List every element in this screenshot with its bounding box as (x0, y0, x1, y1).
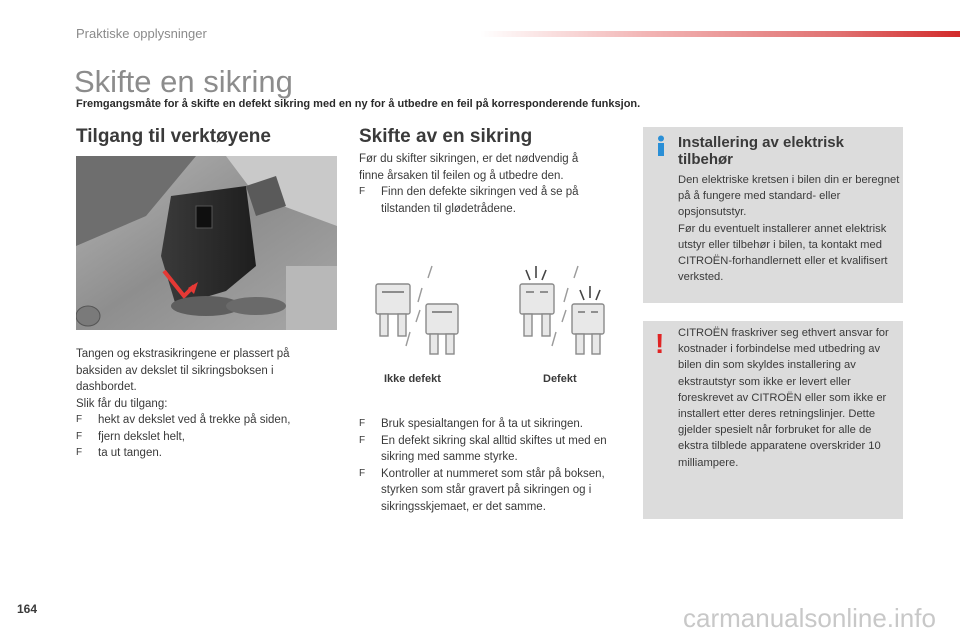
fault-cause-text: Før du skifter sikringen, er det nødvendig å finne årsaken til feilen og å utbedre den. (359, 153, 579, 182)
page-title: Skifte en sikring (74, 64, 293, 99)
page-number: 164 (17, 602, 38, 616)
bullet-icon: F (76, 447, 83, 458)
page-subtitle: Fremgangsmåte for å skifte en defekt sikring med en ny for å utbedre en feil på korresponderende funksjon. (76, 98, 641, 110)
list-item: F hekt av dekslet ved å trekke på siden, (76, 412, 316, 429)
bullet-icon: F (359, 434, 366, 446)
fuse-defective-icon (512, 262, 612, 362)
info-icon (652, 135, 670, 157)
middle-column-intro (359, 151, 604, 217)
warning-box-paragraph: CITROËN fraskriver seg ethvert ansvar for kostnader i forbindelse med utbedring av bilen din som skyldes installering av ekstrautstyr som ikke er levert eller foreskrevet av CITROËN eller som ikke er installert etter deres retningslinjer. Dette gjelder spesielt når forbruket for alle de ekstra tilblede apparatene overskrider 10 milliampere. (678, 327, 889, 469)
section-header: Praktiske opplysninger (76, 26, 207, 41)
left-column-text (76, 346, 316, 462)
list-item: F Bruk spesialtangen for å ta ut sikringen. (359, 416, 609, 433)
header-accent-bar (480, 31, 960, 37)
fuse-box-cover-photo (76, 156, 337, 330)
info-box-paragraph: Før du eventuelt installerer annet elektrisk utstyr eller tilbehør i bilen, ta kontakt med CITROËN-forhandlernett eller et kvalifisert verksted. (678, 222, 888, 284)
left-column-heading: Tilgang til verktøyene (76, 126, 271, 147)
access-lead-text: Slik får du tilgang: (76, 397, 168, 410)
tools-location-text: Tangen og ekstrasikringene er plassert på baksiden av dekslet til sikringsboksen i dashbordet. (76, 348, 290, 393)
watermark: carmanualsonline.info (683, 603, 936, 633)
middle-column-heading: Skifte av en sikring (359, 126, 533, 147)
bullet-icon: F (359, 418, 366, 429)
info-box-electrical-accessories (643, 127, 903, 303)
bullet-icon: F (76, 414, 83, 425)
list-item: F fjern dekslet helt, (76, 429, 316, 446)
fuse-defective-illustration (512, 262, 612, 367)
fuse-ok-icon (370, 262, 470, 362)
list-item: F Finn den defekte sikringen ved å se på tilstanden til glødetrådene. (359, 186, 579, 215)
info-box-paragraph: Den elektriske kretsen i bilen din er beregnet på å fungere med standard- eller opsjonsutstyr. (678, 174, 900, 219)
bullet-icon: F (359, 186, 366, 197)
list-item: F En defekt sikring skal alltid skiftes ut med en sikring med samme styrke. (359, 434, 607, 463)
fuse-defective-label: Defekt (543, 373, 577, 385)
list-item: F ta ut tangen. (76, 445, 316, 462)
fuse-ok-illustration (370, 262, 470, 367)
middle-column-steps (359, 416, 609, 515)
warning-box-text (678, 325, 900, 471)
warning-icon: ! (655, 328, 665, 359)
warning-box-liability (643, 321, 903, 519)
list-item: F Kontroller at nummeret som står på boksen, styrken som står gravert på sikringen og i sikringsskjemaet, er det samme. (359, 467, 605, 513)
bullet-icon: F (359, 467, 366, 479)
fuse-ok-label: Ikke defekt (384, 373, 441, 385)
bullet-icon: F (76, 430, 83, 442)
info-box-heading: Installering av elektrisk tilbehør (678, 134, 844, 168)
info-box-text (678, 172, 900, 285)
dashboard-photo-illustration (76, 156, 337, 330)
